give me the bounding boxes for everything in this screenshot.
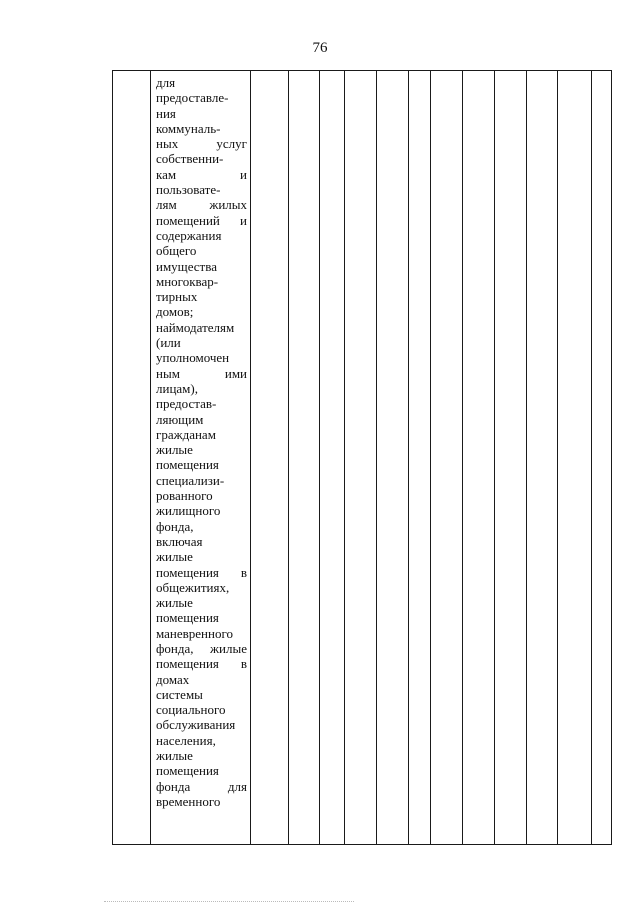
table-cell-empty bbox=[345, 71, 377, 845]
table-cell-empty bbox=[592, 71, 612, 845]
cell-text-line: домах bbox=[156, 671, 190, 687]
cell-text-line: рованного bbox=[156, 488, 213, 504]
cell-text-line: наймодателям bbox=[156, 319, 235, 335]
table-row bbox=[113, 71, 612, 845]
cell-text-line: уполномочен bbox=[156, 350, 230, 366]
cell-text-line: помещений и bbox=[156, 212, 247, 228]
cell-text-line: ным ими bbox=[156, 365, 247, 381]
table-cell-empty bbox=[463, 71, 495, 845]
cell-text-line: тирных bbox=[156, 289, 198, 305]
cell-text-line: помещения bbox=[156, 763, 219, 779]
cell-text-line: для bbox=[156, 75, 176, 90]
table-cell-empty bbox=[320, 71, 345, 845]
cell-text-line: специализи- bbox=[156, 472, 225, 488]
scan-edge-rule bbox=[104, 901, 354, 902]
cell-text-line: жилые bbox=[156, 442, 193, 458]
cell-text-line: жилые bbox=[156, 748, 193, 764]
table-cell-empty bbox=[431, 71, 463, 845]
table-cell-number bbox=[113, 71, 151, 845]
cell-text-line: имущества bbox=[156, 258, 217, 274]
cell-text-line: лицам), bbox=[156, 380, 198, 396]
page-number: 76 bbox=[312, 40, 328, 56]
cell-text-line: пользовате- bbox=[156, 182, 221, 198]
cell-text-line: фонда для bbox=[156, 778, 247, 794]
cell-text-lines bbox=[156, 75, 247, 809]
cell-text-line: временного bbox=[156, 793, 221, 809]
table-cell-description bbox=[151, 71, 251, 845]
cell-text-line: фонда, bbox=[156, 518, 194, 534]
cell-text-line: населения, bbox=[156, 732, 216, 748]
cell-text-line: домов; bbox=[156, 304, 194, 320]
table-cell-empty bbox=[527, 71, 558, 845]
cell-text-line: собственни- bbox=[156, 151, 224, 167]
cell-text-line: жилые bbox=[156, 549, 193, 565]
cell-text-line: ных услуг bbox=[156, 136, 247, 152]
cell-text-line: многоквар- bbox=[156, 273, 219, 289]
cell-text-line: содержания bbox=[156, 227, 222, 243]
table-cell-empty bbox=[495, 71, 527, 845]
cell-text-line: маневренного bbox=[156, 625, 233, 641]
cell-text-line: включая bbox=[156, 533, 203, 549]
table-cell-empty bbox=[289, 71, 320, 845]
cell-text-line: (или bbox=[156, 335, 181, 351]
cell-text-line: коммуналь- bbox=[156, 120, 221, 136]
cell-text-line: предостав- bbox=[156, 396, 217, 412]
cell-text-line: гражданам bbox=[156, 426, 216, 442]
table-cell-empty bbox=[558, 71, 592, 845]
cell-text-line: помещения в bbox=[156, 564, 247, 580]
cell-text-line: предоставле- bbox=[156, 90, 229, 106]
cell-text-line: жилищного bbox=[156, 503, 221, 519]
cell-text-line: общего bbox=[156, 243, 197, 259]
table-cell-empty bbox=[409, 71, 431, 845]
document-table bbox=[112, 70, 612, 845]
table-cell-empty bbox=[377, 71, 409, 845]
cell-text-line: обслуживания bbox=[156, 717, 236, 733]
cell-text-line: помещения bbox=[156, 610, 219, 626]
cell-text-line: ляющим bbox=[156, 411, 204, 427]
cell-text-line: фонда, жилые bbox=[156, 640, 247, 656]
cell-text-line: социального bbox=[156, 702, 226, 718]
cell-text-line: жилые bbox=[156, 595, 193, 611]
cell-text-line: ния bbox=[156, 105, 176, 121]
cell-text-line: помещения в bbox=[156, 656, 247, 672]
cell-text-line: системы bbox=[156, 686, 203, 702]
cell-text-line: лям жилых bbox=[156, 197, 247, 213]
cell-text-line: помещения bbox=[156, 457, 219, 473]
cell-text-line: общежитиях, bbox=[156, 579, 230, 595]
table-cell-empty bbox=[251, 71, 289, 845]
cell-text-line: кам и bbox=[156, 166, 247, 182]
